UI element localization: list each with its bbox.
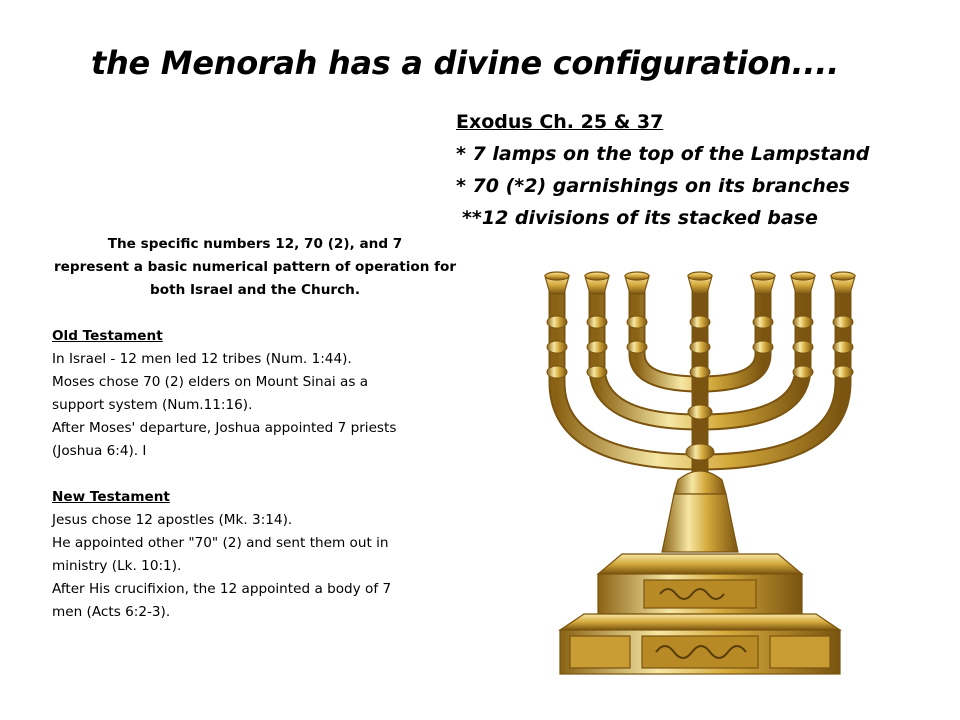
old-testament-line: In Israel - 12 men led 12 tribes (Num. 1:44). [52, 351, 352, 367]
new-testament-line: Jesus chose 12 apostles (Mk. 3:14). [52, 512, 293, 528]
old-testament-line: support system (Num.11:16). [52, 397, 253, 413]
new-testament-line: men (Acts 6:2-3). [52, 604, 171, 620]
menorah-base [560, 554, 840, 674]
left-text-block [52, 233, 458, 624]
old-testament-line: After Moses' departure, Joshua appointed 7 priests [52, 420, 397, 436]
menorah-stem [662, 471, 738, 552]
intro-line: both Israel and the Church. [150, 282, 360, 298]
old-testament-heading: Old Testament [52, 328, 163, 344]
menorah-lamps [545, 272, 855, 294]
exodus-block [456, 106, 936, 234]
exodus-heading: Exodus Ch. 25 & 37 [456, 111, 664, 133]
new-testament-line: ministry (Lk. 10:1). [52, 558, 182, 574]
new-testament-line: After His crucifixion, the 12 appointed a body of 7 [52, 581, 392, 597]
exodus-item-lamps: * 7 lamps on the top of the Lampstand [456, 143, 870, 165]
old-testament-line: Moses chose 70 (2) elders on Mount Sinai as a [52, 374, 369, 390]
menorah-image [540, 262, 860, 682]
exodus-item-garnishings: * 70 (*2) garnishings on its branches [456, 175, 850, 197]
new-testament-line: He appointed other "70" (2) and sent them out in [52, 535, 389, 551]
new-testament-heading: New Testament [52, 489, 170, 505]
slide-title: the Menorah has a divine configuration.... [91, 44, 839, 82]
intro-line: The specific numbers 12, 70 (2), and 7 [107, 236, 403, 252]
intro-line: represent a basic numerical pattern of operation for [53, 259, 457, 275]
intro-paragraph [52, 233, 458, 302]
old-testament-line: (Joshua 6:4). I [52, 443, 147, 459]
exodus-item-divisions: **12 divisions of its stacked base [462, 207, 818, 229]
